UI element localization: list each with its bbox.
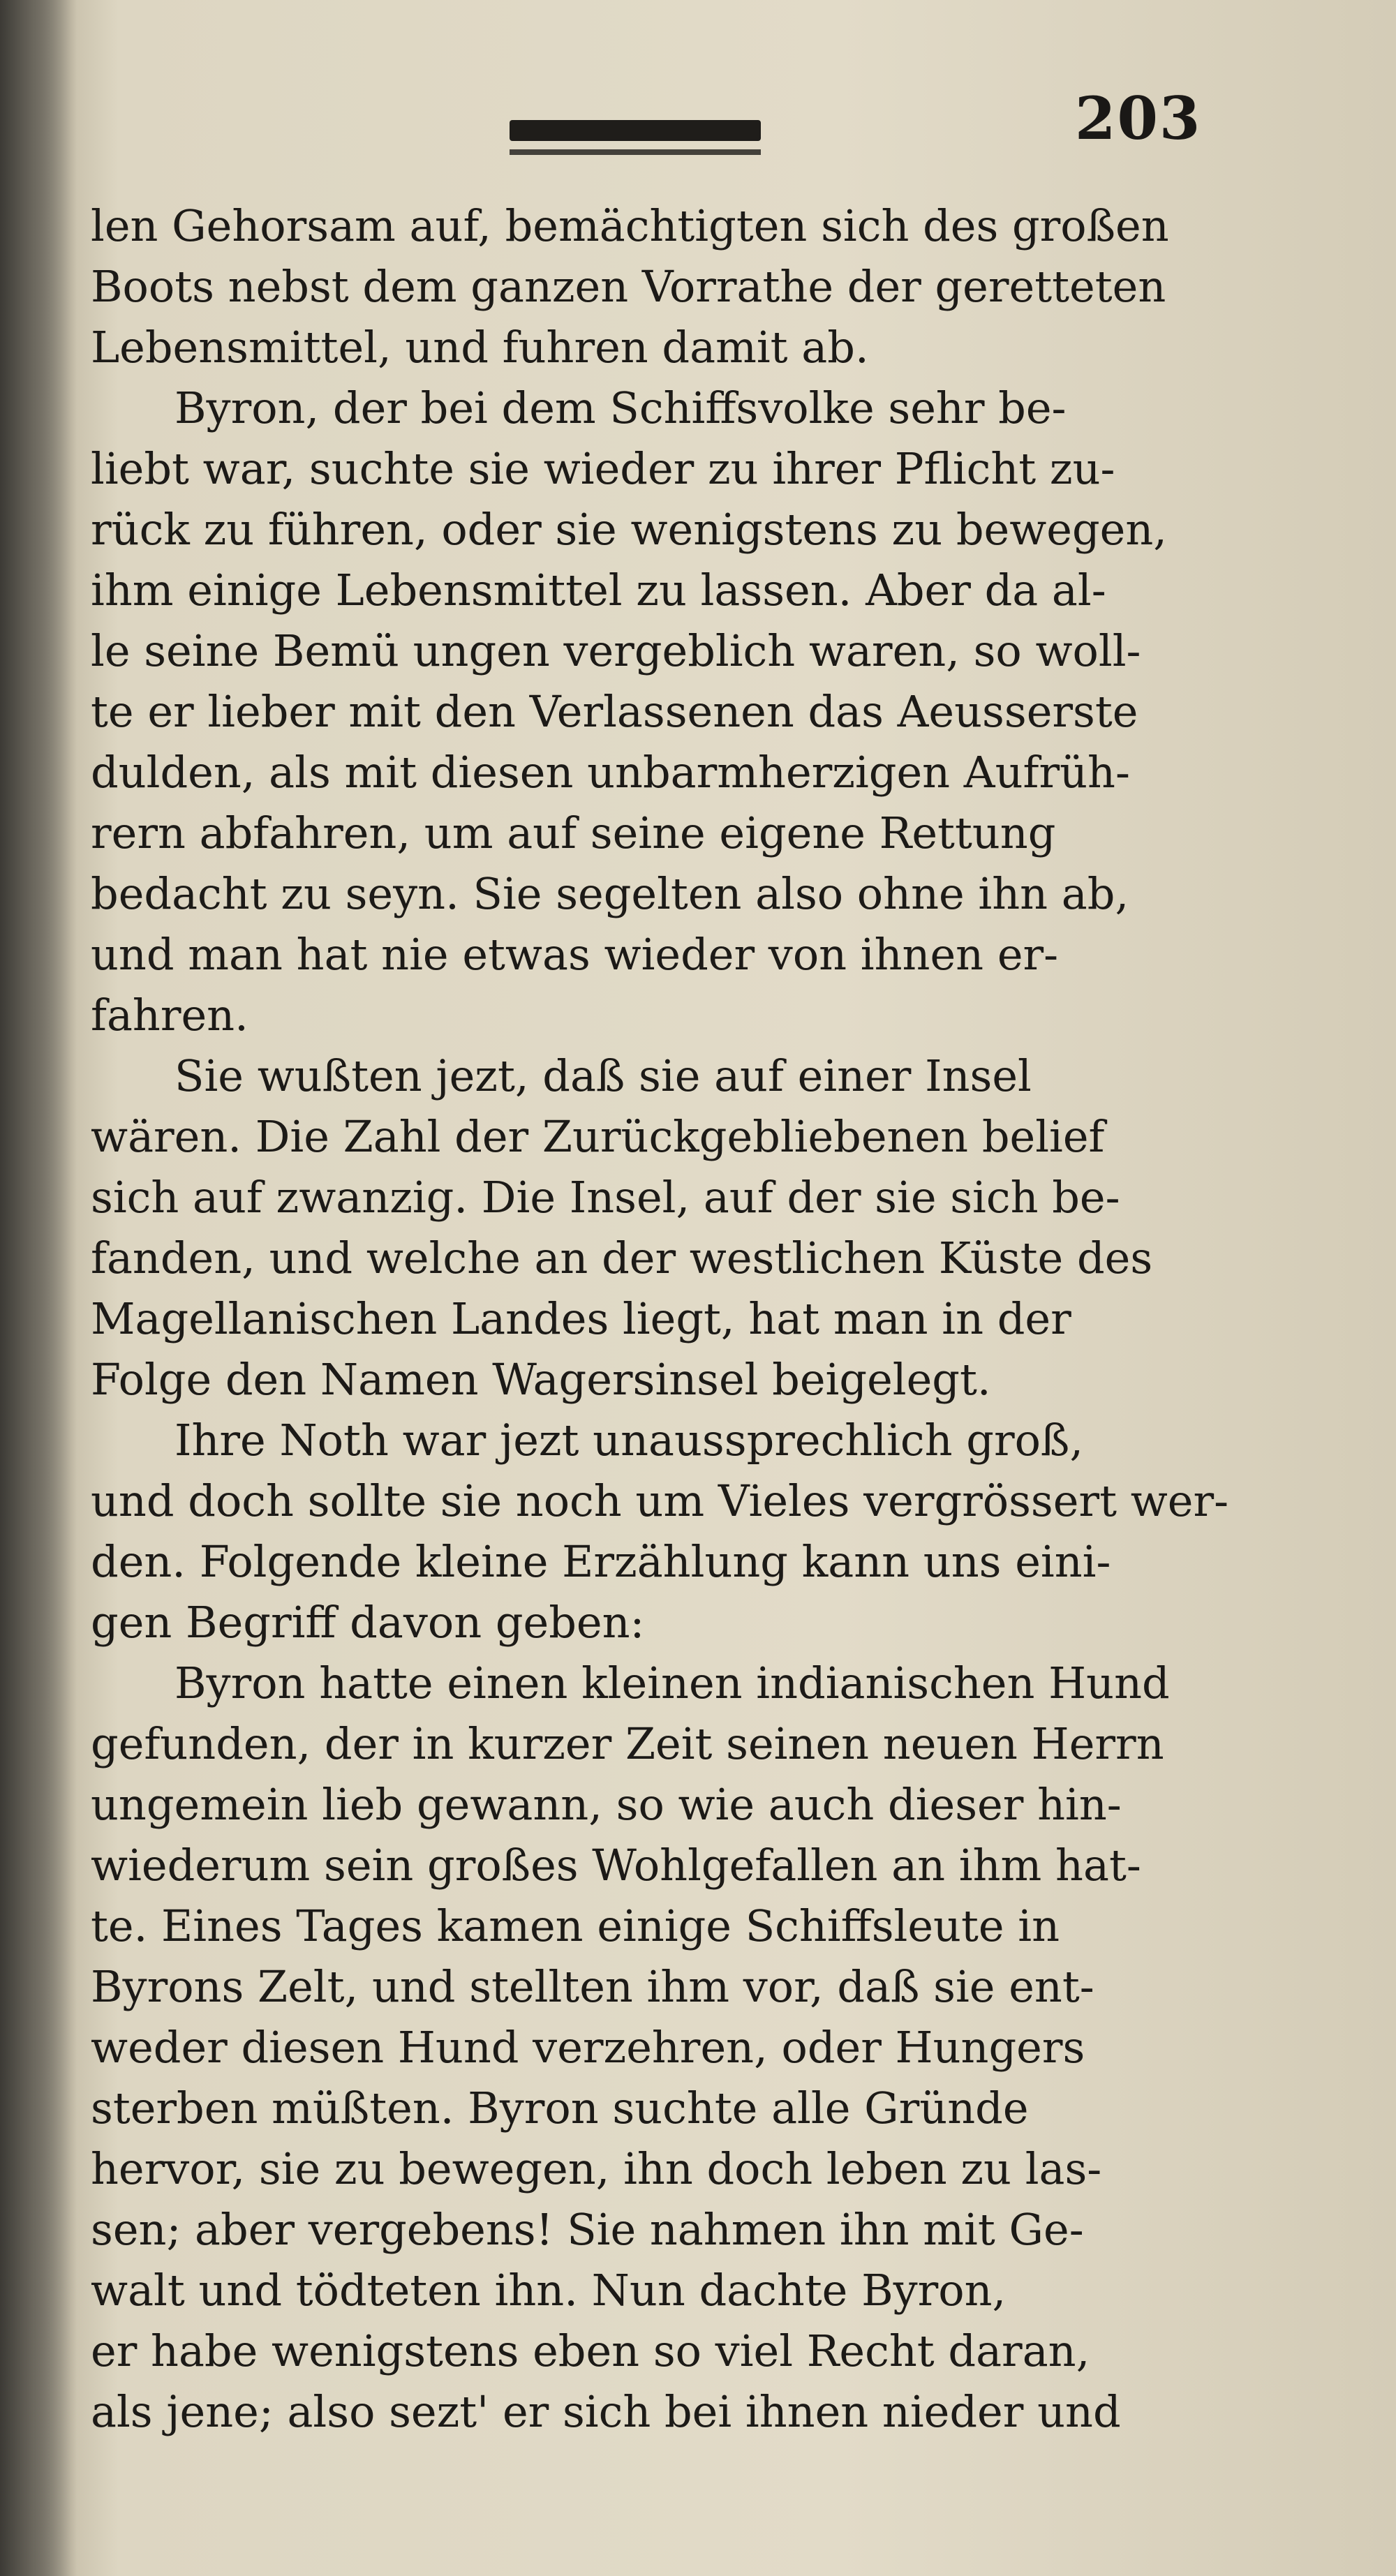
text-line: sich auf zwanzig. Die Insel, auf der sie sich be- xyxy=(91,1172,1120,1223)
text-line: hervor, sie zu bewegen, ihn doch leben zu las- xyxy=(91,2143,1102,2194)
text-line: weder diesen Hund verzehren, oder Hungers xyxy=(91,2022,1085,2073)
text-line: er habe wenigstens eben so viel Recht daran, xyxy=(91,2325,1090,2376)
page-gutter-shadow xyxy=(0,0,77,2576)
text-line: sterben müßten. Byron suchte alle Gründe xyxy=(91,2083,1029,2134)
text-line: Folge den Namen Wagersinsel beigelegt. xyxy=(91,1354,991,1405)
text-line: le seine Bemü ungen vergeblich waren, so woll- xyxy=(91,625,1141,676)
text-line: wären. Die Zahl der Zurückgebliebenen belief xyxy=(91,1111,1105,1162)
text-line: wiederum sein großes Wohlgefallen an ihm hat- xyxy=(91,1840,1141,1891)
text-line: rern abfahren, um auf seine eigene Rettung xyxy=(91,807,1056,858)
text-line: bedacht zu seyn. Sie segelten also ohne ihn ab, xyxy=(91,868,1129,919)
text-line: als jene; also sezt' er sich bei ihnen nieder und xyxy=(91,2386,1121,2437)
text-line: Boots nebst dem ganzen Vorrathe der geretteten xyxy=(91,261,1166,312)
text-line: den. Folgende kleine Erzählung kann uns eini- xyxy=(91,1536,1111,1587)
text-line: ungemein lieb gewann, so wie auch dieser hin- xyxy=(91,1779,1122,1830)
text-line: und man hat nie etwas wieder von ihnen er- xyxy=(91,929,1059,980)
text-line: fahren. xyxy=(91,990,248,1041)
text-line: walt und tödteten ihn. Nun dachte Byron, xyxy=(91,2265,1007,2316)
text-line: und doch sollte sie noch um Vieles vergrössert wer- xyxy=(91,1475,1229,1526)
text-line: Byron hatte einen kleinen indianischen Hund xyxy=(174,1658,1170,1708)
text-line: Sie wußten jezt, daß sie auf einer Insel xyxy=(174,1050,1032,1101)
text-line: rück zu führen, oder sie wenigstens zu bewegen, xyxy=(91,504,1168,555)
text-line: Lebensmittel, und fuhren damit ab. xyxy=(91,322,869,373)
text-line: liebt war, suchte sie wieder zu ihrer Pflicht zu- xyxy=(91,443,1115,494)
text-line: te er lieber mit den Verlassenen das Aeusserste xyxy=(91,686,1138,737)
text-line: len Gehorsam auf, bemächtigten sich des großen xyxy=(91,200,1169,251)
page-number: 203 xyxy=(1075,84,1202,153)
text-line: Byrons Zelt, und stellten ihm vor, daß sie ent- xyxy=(91,1961,1094,2012)
text-line: te. Eines Tages kamen einige Schiffsleute in xyxy=(91,1900,1060,1951)
text-line: ihm einige Lebensmittel zu lassen. Aber da al- xyxy=(91,565,1106,616)
text-line: Ihre Noth war jezt unaussprechlich groß, xyxy=(174,1415,1084,1466)
header-rule xyxy=(510,120,761,141)
text-line: Byron, der bei dem Schiffsvolke sehr be- xyxy=(174,382,1067,433)
text-line: gen Begriff davon geben: xyxy=(91,1597,645,1648)
text-line: gefunden, der in kurzer Zeit seinen neuen Herrn xyxy=(91,1718,1164,1769)
text-line: sen; aber vergebens! Sie nahmen ihn mit Ge- xyxy=(91,2204,1084,2255)
body-text xyxy=(91,195,1298,2442)
text-line: Magellanischen Landes liegt, hat man in der xyxy=(91,1293,1071,1344)
text-line: dulden, als mit diesen unbarmherzigen Aufrüh- xyxy=(91,747,1130,798)
text-line: fanden, und welche an der westlichen Küste des xyxy=(91,1233,1153,1283)
